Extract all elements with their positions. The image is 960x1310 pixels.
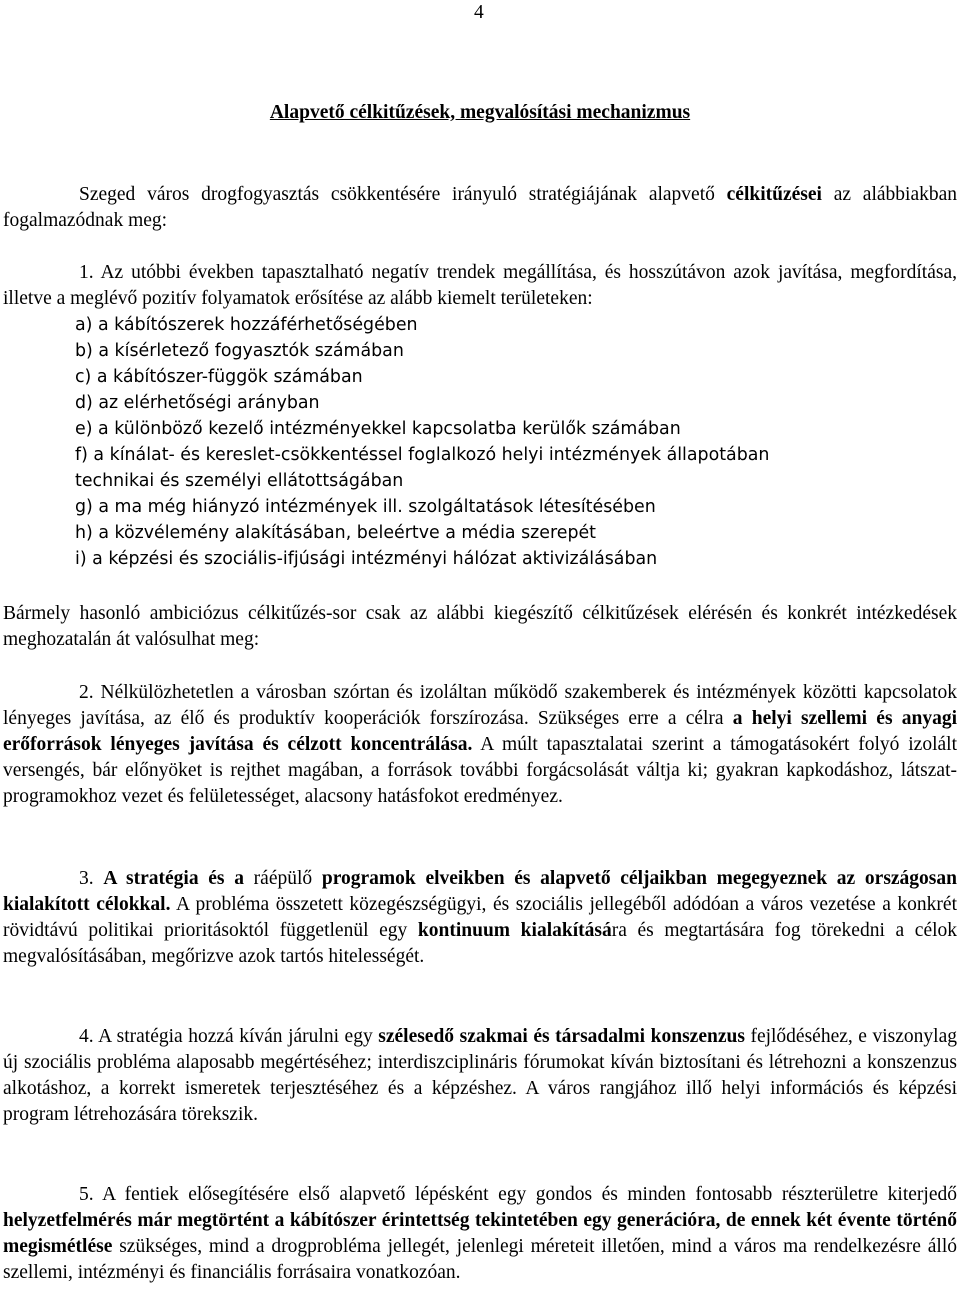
item-4-text: 4. A stratégia hozzá kíván járulni egy xyxy=(79,1026,379,1047)
intro-text-end: az alábbiakban fogalmazódnak meg: xyxy=(3,184,957,231)
list-item: technikai és személyi ellátottságában xyxy=(75,471,404,491)
list-item: d) az elérhetőségi arányban xyxy=(75,393,320,413)
list-item: b) a kísérletező fogyasztók számában xyxy=(75,341,404,361)
item-2-paragraph xyxy=(3,680,957,810)
list-item: i) a képzési és szociális-ifjúsági intézményi hálózat aktivizálásában xyxy=(75,549,658,569)
item-3-paragraph xyxy=(3,866,957,970)
list-item: g) a ma még hiányzó intézmények ill. szolgáltatások létesítésében xyxy=(75,497,656,517)
item-3-text: 3. xyxy=(79,868,104,889)
item-5-paragraph xyxy=(3,1182,957,1286)
item-3-text: A probléma összetett közegészségügyi, és szociális jellegéből adódóan a város vezetése a konkrét rövidtávú politikai prioritásoktól függetlenül egy xyxy=(3,894,957,941)
page-number: 4 xyxy=(474,2,484,23)
area-list xyxy=(75,312,955,572)
item-4-paragraph xyxy=(3,1024,957,1128)
item-3-bold: A stratégia és a xyxy=(103,868,244,889)
item-3-text: ráépülő xyxy=(243,868,322,889)
list-item: e) a különböző kezelő intézményekkel kapcsolatba kerülők számában xyxy=(75,419,681,439)
item-4-bold: szélesedő szakmai és társadalmi konszenzus xyxy=(378,1026,745,1047)
list-item: f) a kínálat- és kereslet-csökkentéssel foglalkozó helyi intézmények állapotában xyxy=(75,445,770,465)
intro-text: Szeged város drogfogyasztás csökkentésére irányuló stratégiájának alapvető xyxy=(79,184,727,205)
intro-bold: célkitűzései xyxy=(726,184,822,205)
intro-paragraph xyxy=(3,182,957,234)
item-3-text: ra és megtartására fog törekedni a célok megvalósításában, megőrizve azok tartós hitelességét. xyxy=(3,920,958,967)
bridge-paragraph: Bármely hasonló ambiciózus célkitűzés-sor csak az alábbi kiegészítő célkitűzések elérésén és konkrét intézkedések meghozatalán át valósulhat meg: xyxy=(3,603,957,650)
list-item: a) a kábítószerek hozzáférhetőségében xyxy=(75,315,418,335)
list-item: c) a kábítószer-függök számában xyxy=(75,367,363,387)
item-5-text: 5. A fentiek elősegítésére első alapvető lépésként egy gondos és minden fontosabb részterületre kiterjedő xyxy=(79,1184,957,1205)
item-3-bold: programok elveikben és alapvető céljaikban megegyeznek az országosan kialakított célokkal. xyxy=(3,868,957,915)
item-2-text-end: A múlt tapasztalatai szerint a támogatásokért folyó izolált versengés, bár előnyöket is rejthet magában, a források további forgácsolását váltja ki; gyakran kapkodáshoz, látszat-programokhoz vezet és felületességet, alacsony hatásfokot eredményez. xyxy=(3,734,957,807)
list-item: h) a közvélemény alakításában, beleértve a média szerepét xyxy=(75,523,597,543)
section-title: Alapvető célkitűzések, megvalósítási mechanizmus xyxy=(269,102,691,123)
item-5-bold: helyzetfelmérés már megtörtént a kábítószer érintettség tekintetében egy generációra, de ennek két évente történő megismétlése xyxy=(3,1210,957,1257)
item-2-text: 2. Nélkülözhetetlen a városban szórtan és izoláltan működő szakemberek és intézmények közötti kapcsolatok lényeges javítása, az élő és produktív kooperációk forszírozása. Szükséges erre a célra xyxy=(3,682,957,729)
item-1-paragraph: 1. Az utóbbi években tapasztalható negatív trendek megállítása, és hosszútávon azok javítása, megfordítása, illetve a meglévő pozitív folyamatok erősítése az alább kiemelt területeken: xyxy=(3,262,957,309)
item-5-text: szükséges, mind a drogprobléma jellegét, jelenlegi méreteit illetően, mind a város ma rendelkezésre álló szellemi, intézményi és financiális forrásaira vonatkozóan. xyxy=(3,1236,957,1283)
item-2-bold: a helyi szellemi és anyagi erőforrások lényeges javítása és célzott koncentrálása. xyxy=(3,708,957,755)
item-4-text: fejlődéséhez, e viszonylag új szociális probléma alaposabb megértéséhez; interdiszciplináris fórumokat kíván biztosítani és létrehozni a konszenzus alkotáshoz, a korrekt ismeretek terjesztéséhez és a képzéshez. A város rangjához illő helyi információs és képzési program létrehozására törekszik. xyxy=(3,1026,957,1125)
item-3-bold: kontinuum kialakításá xyxy=(417,920,612,941)
